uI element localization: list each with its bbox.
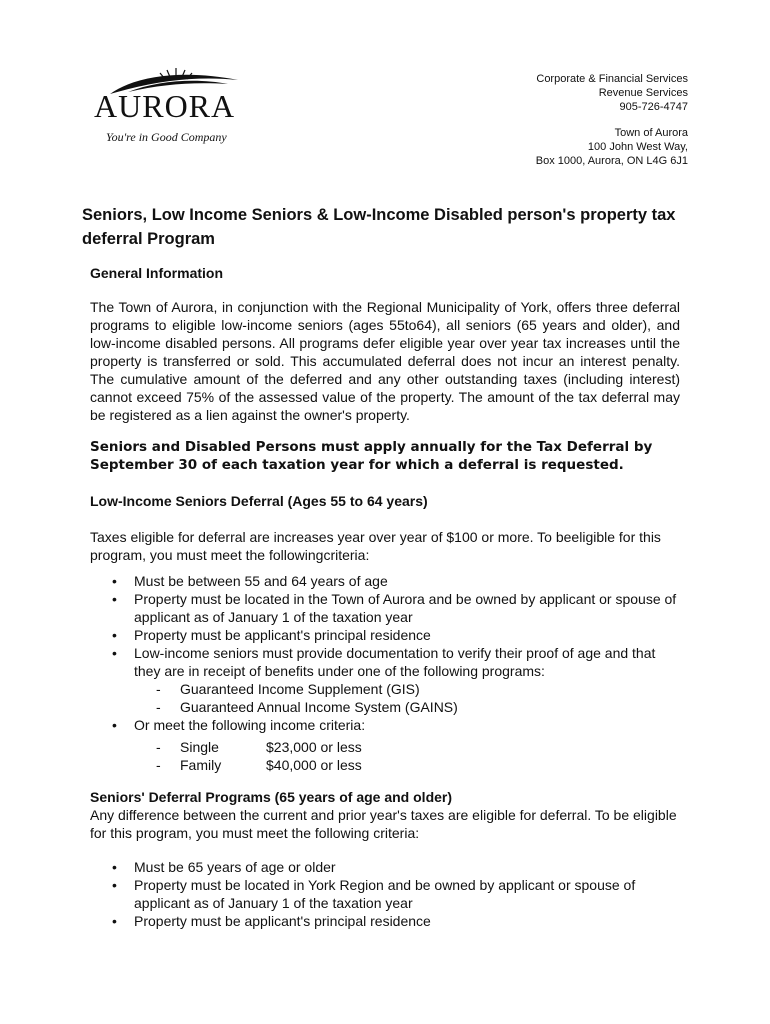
dash-icon: - <box>156 739 161 755</box>
page-title: Seniors, Low Income Seniors & Low-Income Disabled person's property tax deferral Program <box>82 206 676 248</box>
income-label: Single <box>180 739 219 755</box>
list-item: • Or meet the following income criteria: - Single $23,000 or less - Family $40,000 or less <box>90 716 680 774</box>
seniors-criteria <box>90 858 680 930</box>
list-item: • Low-income seniors must provide documentation to verify their proof of age and that they are in receipt of benefits under one of the following programs: - Guaranteed Income Supplement (GIS) - Guaranteed Annual Income System (GAINS) <box>90 644 680 716</box>
bullet-icon: • <box>112 573 117 589</box>
address-line: Box 1000, Aurora, ON L4G 6J1 <box>535 155 688 167</box>
program-item: - Guaranteed Annual Income System (GAINS) <box>156 699 458 715</box>
list-item: • Property must be located in the Town of Aurora and be owned by applicant or spouse of applicant as of January 1 of the taxation year <box>112 591 677 625</box>
income-row <box>134 738 680 756</box>
income-row <box>134 756 680 774</box>
address-line: Revenue Services <box>598 87 688 99</box>
general-paragraph: The Town of Aurora, in conjunction with the Regional Municipality of York, offers three deferral programs to eligible low-income seniors (ages 55to64), all seniors (65 years and older), and low-income disabled persons. All programs defer eligible year over year tax increases until the property is transferred or sold. This accumulated deferral does not incur an interest penalty. The cumulative amount of the deferred and any other outstanding taxes (including interest) cannot exceed 75% of the assessed value of the property. The amount of the tax deferral may be registered as a lien against the owner's property. <box>90 299 680 423</box>
address-line: Town of Aurora <box>614 127 688 139</box>
general-heading: General Information <box>90 265 224 281</box>
logo-wordmark: AURORA <box>94 88 236 124</box>
program-list <box>134 680 680 716</box>
bullet-icon: • <box>112 717 117 733</box>
bullet-icon: • <box>112 591 117 607</box>
list-item: • Property must be located in York Region and be owned by applicant or spouse of applicant as of January 1 of the taxation year <box>112 877 636 911</box>
list-item: • Property must be applicant's principal residence <box>112 913 431 929</box>
low-income-heading: Low-Income Seniors Deferral (Ages 55 to 64 years) <box>90 493 428 509</box>
address-line: Corporate & Financial Services <box>536 73 688 85</box>
seniors-heading: Seniors' Deferral Programs (65 years of age and older) <box>90 789 453 805</box>
document-body <box>90 264 680 930</box>
bullet-icon: • <box>112 645 117 661</box>
program-item: - Guaranteed Income Supplement (GIS) <box>156 681 420 697</box>
address-block <box>536 72 688 168</box>
income-criteria-list <box>134 738 680 774</box>
income-value: $40,000 or less <box>266 757 362 773</box>
bullet-icon: • <box>112 859 117 875</box>
bullet-icon: • <box>112 877 117 893</box>
dash-icon: - <box>156 757 161 773</box>
list-item: • Property must be applicant's principal residence <box>112 627 431 643</box>
seniors-intro: Any difference between the current and prior year's taxes are eligible for deferral. To be eligible for this program, you must meet the following criteria: <box>90 807 677 841</box>
address-line: 100 John West Way, <box>587 141 688 153</box>
dash-icon: - <box>156 681 161 697</box>
list-item: • Must be between 55 and 64 years of age <box>112 573 388 589</box>
list-item: • Must be 65 years of age or older <box>112 859 336 875</box>
bullet-icon: • <box>112 913 117 929</box>
income-value: $23,000 or less <box>266 739 362 755</box>
income-label: Family <box>180 757 222 773</box>
town-logo <box>88 66 248 152</box>
dash-icon: - <box>156 699 161 715</box>
low-income-intro: Taxes eligible for deferral are increases year over year of $100 or more. To beeligible for this program, you must meet the followingcriteria: <box>90 529 661 563</box>
deadline-notice: Seniors and Disabled Persons must apply annually for the Tax Deferral by September 30 of each taxation year for which a deferral is requested. <box>90 439 653 473</box>
address-line: 905-726-4747 <box>619 101 688 113</box>
bullet-icon: • <box>112 627 117 643</box>
logo-tagline: You're in Good Company <box>106 130 227 144</box>
low-income-criteria <box>90 572 680 774</box>
